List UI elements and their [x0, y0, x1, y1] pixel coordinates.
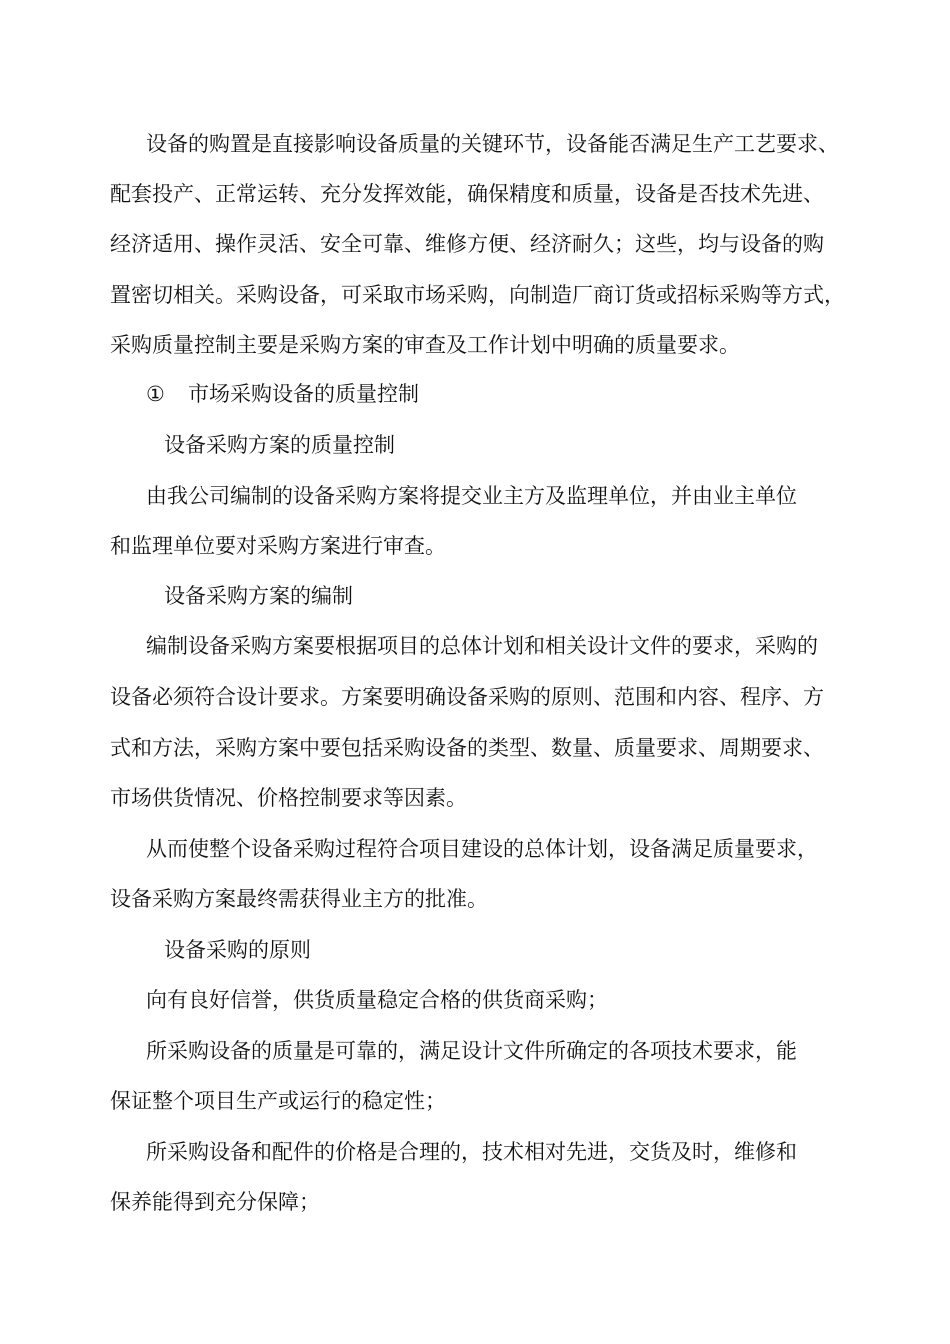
paragraph-line: 所采购设备和配件的价格是合理的，技术相对先进，交货及时，维修和: [146, 1140, 797, 1164]
paragraph-line: 式和方法，采购方案中要包括采购设备的类型、数量、质量要求、周期要求、: [110, 736, 824, 760]
paragraph-line: 保证整个项目生产或运行的稳定性；: [110, 1089, 446, 1113]
section-heading: 市场采购设备的质量控制: [188, 382, 419, 406]
paragraph-line: 置密切相关。采购设备，可采取市场采购，向制造厂商订货或招标采购等方式，: [110, 283, 845, 307]
subsection-heading: 设备采购的原则: [164, 938, 311, 962]
paragraph-line: 配套投产、正常运转、充分发挥效能，确保精度和质量，设备是否技术先进、: [110, 182, 824, 206]
paragraph-line: 设备必须符合设计要求。方案要明确设备采购的原则、范围和内容、程序、方: [110, 685, 824, 709]
paragraph-line: 设备的购置是直接影响设备质量的关键环节，设备能否满足生产工艺要求、: [146, 132, 839, 156]
subsection-heading: 设备采购方案的编制: [164, 584, 353, 608]
paragraph-line: 所采购设备的质量是可靠的，满足设计文件所确定的各项技术要求，能: [146, 1039, 797, 1063]
paragraph-line: 经济适用、操作灵活、安全可靠、维修方便、经济耐久；这些，均与设备的购: [110, 232, 824, 256]
circled-number-marker: ①: [146, 382, 165, 406]
paragraph-line: 和监理单位要对采购方案进行审查。: [110, 534, 446, 558]
paragraph-line: 向有良好信誉，供货质量稳定合格的供货商采购；: [146, 988, 608, 1012]
paragraph-line: 设备采购方案最终需获得业主方的批准。: [110, 887, 488, 911]
paragraph-line: 市场供货情况、价格控制要求等因素。: [110, 786, 467, 810]
paragraph-line: 保养能得到充分保障；: [110, 1190, 320, 1214]
paragraph-line: 采购质量控制主要是采购方案的审查及工作计划中明确的质量要求。: [110, 333, 740, 357]
paragraph-line: 从而使整个设备采购过程符合项目建设的总体计划，设备满足质量要求，: [146, 837, 818, 861]
paragraph-line: 由我公司编制的设备采购方案将提交业主方及监理单位，并由业主单位: [146, 484, 797, 508]
subsection-heading: 设备采购方案的质量控制: [164, 433, 395, 457]
paragraph-line: 编制设备采购方案要根据项目的总体计划和相关设计文件的要求，采购的: [146, 634, 818, 658]
